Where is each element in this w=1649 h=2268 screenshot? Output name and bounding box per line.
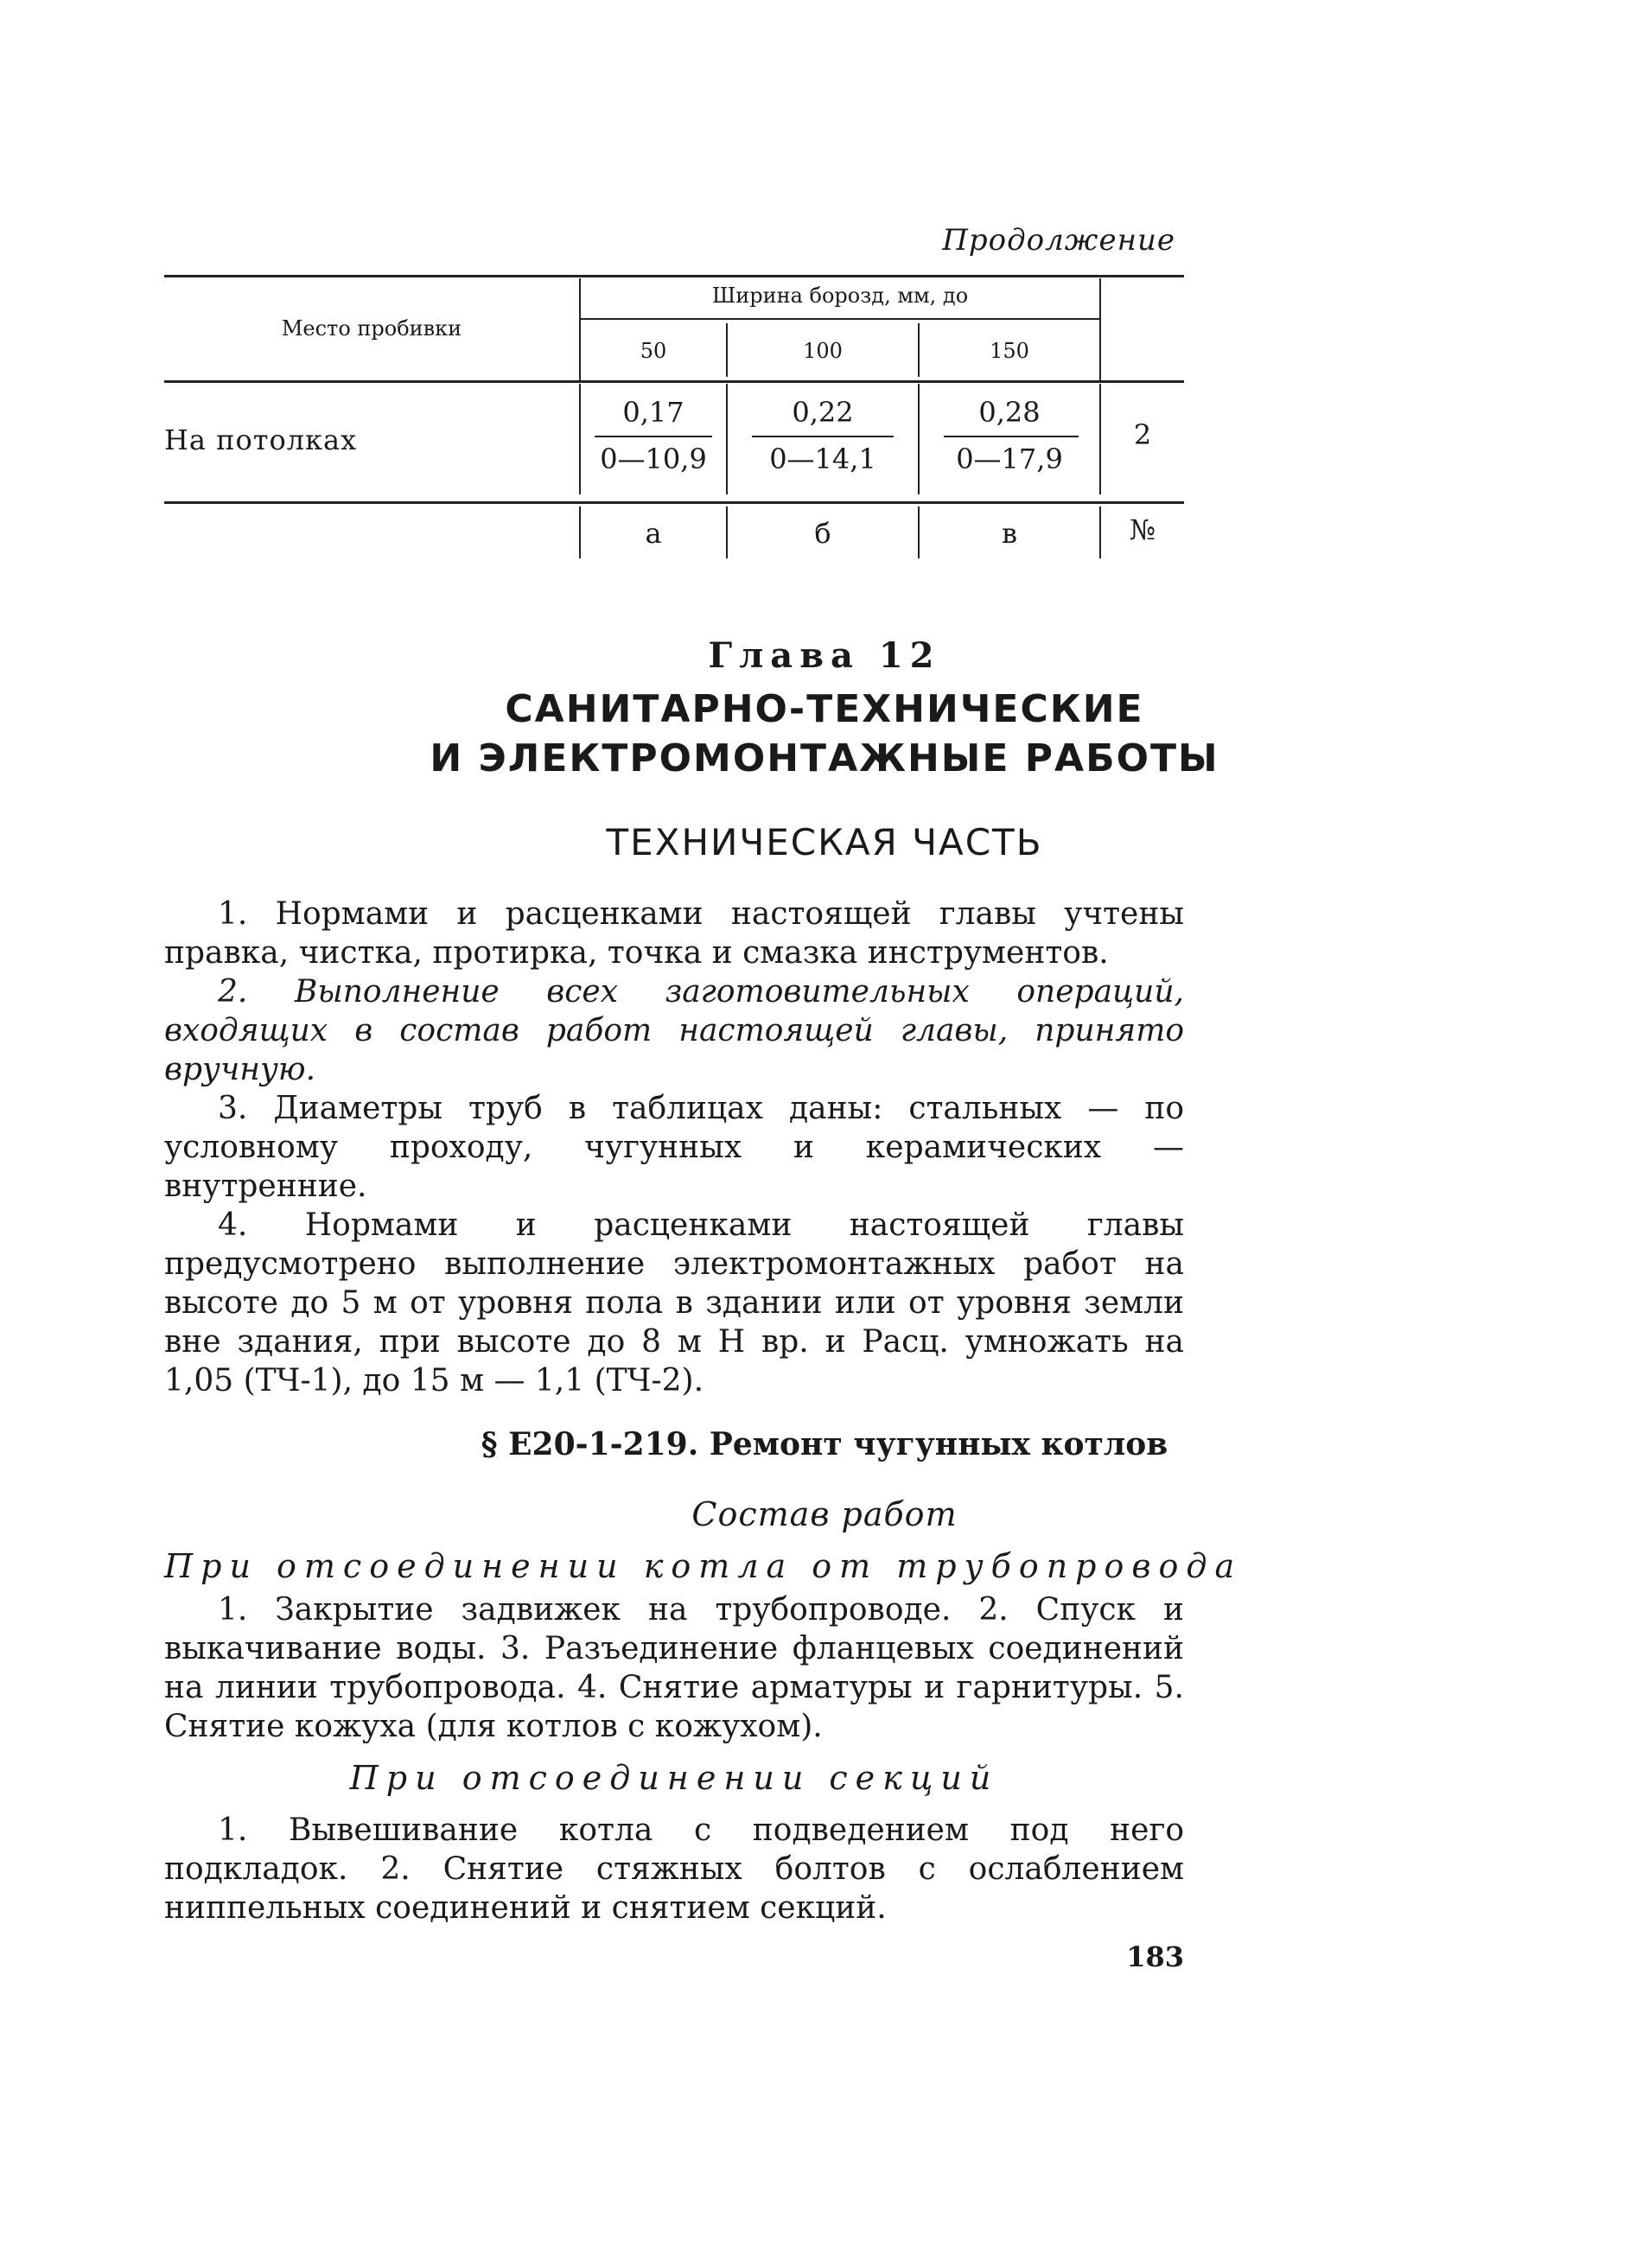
column-divider — [1099, 278, 1101, 380]
technical-paragraph: 2. Выполнение всех заготовительных операций, входящих в состав работ настоящей главы, принято вручную. — [164, 974, 1184, 1087]
chapter-title-line1: САНИТАРНО-ТЕХНИЧЕСКИЕ — [505, 687, 1144, 731]
fraction-bar — [944, 436, 1079, 437]
technical-part-text — [164, 895, 1184, 1400]
work-composition-heading: Состав работ — [691, 1495, 958, 1533]
block2-heading: При отсоединении секций — [349, 1759, 999, 1797]
group-header-rule — [581, 318, 1099, 320]
row-header: Место пробивки — [281, 316, 462, 341]
cell-bottom-value: 0—14,1 — [769, 443, 876, 475]
table-header-rule — [164, 380, 1184, 383]
row-label: На потолках — [164, 424, 358, 456]
block1-text — [164, 1590, 1184, 1746]
section-title: ТЕХНИЧЕСКАЯ ЧАСТЬ — [606, 821, 1043, 863]
paragraph-heading: § Е20-1-219. Ремонт чугунных котлов — [481, 1426, 1168, 1462]
page-number: 183 — [1126, 1940, 1184, 1973]
column-header: 150 — [990, 339, 1029, 363]
number-symbol: № — [1129, 513, 1156, 546]
block1-heading: При отсоединении котла от трубопровода — [164, 1547, 1243, 1585]
block2-paragraph: 1. Вывешивание котла с подведением под него подкладок. 2. Снятие стяжных болтов с ослаблением ниппельных соединений и снятием секций. — [164, 1812, 1184, 1926]
cell-bottom-value: 0—10,9 — [600, 443, 707, 475]
block1-paragraph: 1. Закрытие задвижек на трубопроводе. 2. Спуск и выкачивание воды. 3. Разъединение фланцевых соединений на линии трубопровода. 4. Снятие арматуры и гарнитуры. 5. Снятие кожуха (для котлов с кожухом). — [164, 1592, 1184, 1744]
cell-top-value: 0,22 — [792, 396, 854, 429]
row-number: 2 — [1133, 418, 1152, 451]
column-header: 100 — [803, 339, 843, 363]
technical-paragraph: 3. Диаметры труб в таблицах даны: стальных — по условному проходу, чугунных и керамических — внутренние. — [164, 1091, 1184, 1204]
group-header: Ширина борозд, мм, до — [711, 284, 969, 308]
fraction-bar — [595, 436, 712, 437]
table-top-rule — [164, 275, 1184, 277]
column-letter: а — [645, 517, 662, 550]
cell-bottom-value: 0—17,9 — [956, 443, 1063, 475]
column-letter: в — [1001, 517, 1017, 550]
technical-paragraph: 1. Нормами и расценками настоящей главы учтены правка, чистка, протирка, точка и смазка инструментов. — [164, 896, 1184, 971]
technical-paragraph: 4. Нормами и расценками настоящей главы предусмотрено выполнение электромонтажных работ на высоте до 5 м от уровня пола в здании или от уровня земли вне здания, при высоте до 8 м Н вр. и Расц. умножать на 1,05 (ТЧ-1), до 15 м — 1,1 (ТЧ-2). — [164, 1207, 1184, 1398]
chapter-title-line2: И ЭЛЕКТРОМОНТАЖНЫЕ РАБОТЫ — [430, 736, 1219, 780]
table-body-rule — [164, 501, 1184, 504]
continuation-label: Продолжение — [942, 223, 1175, 258]
cell-top-value: 0,17 — [622, 396, 684, 429]
fraction-bar — [752, 436, 894, 437]
cell-top-value: 0,28 — [978, 396, 1041, 429]
chapter-label: Глава 12 — [708, 635, 941, 676]
column-letter: б — [814, 517, 831, 550]
block2-text — [164, 1811, 1184, 1927]
column-header: 50 — [640, 339, 667, 363]
